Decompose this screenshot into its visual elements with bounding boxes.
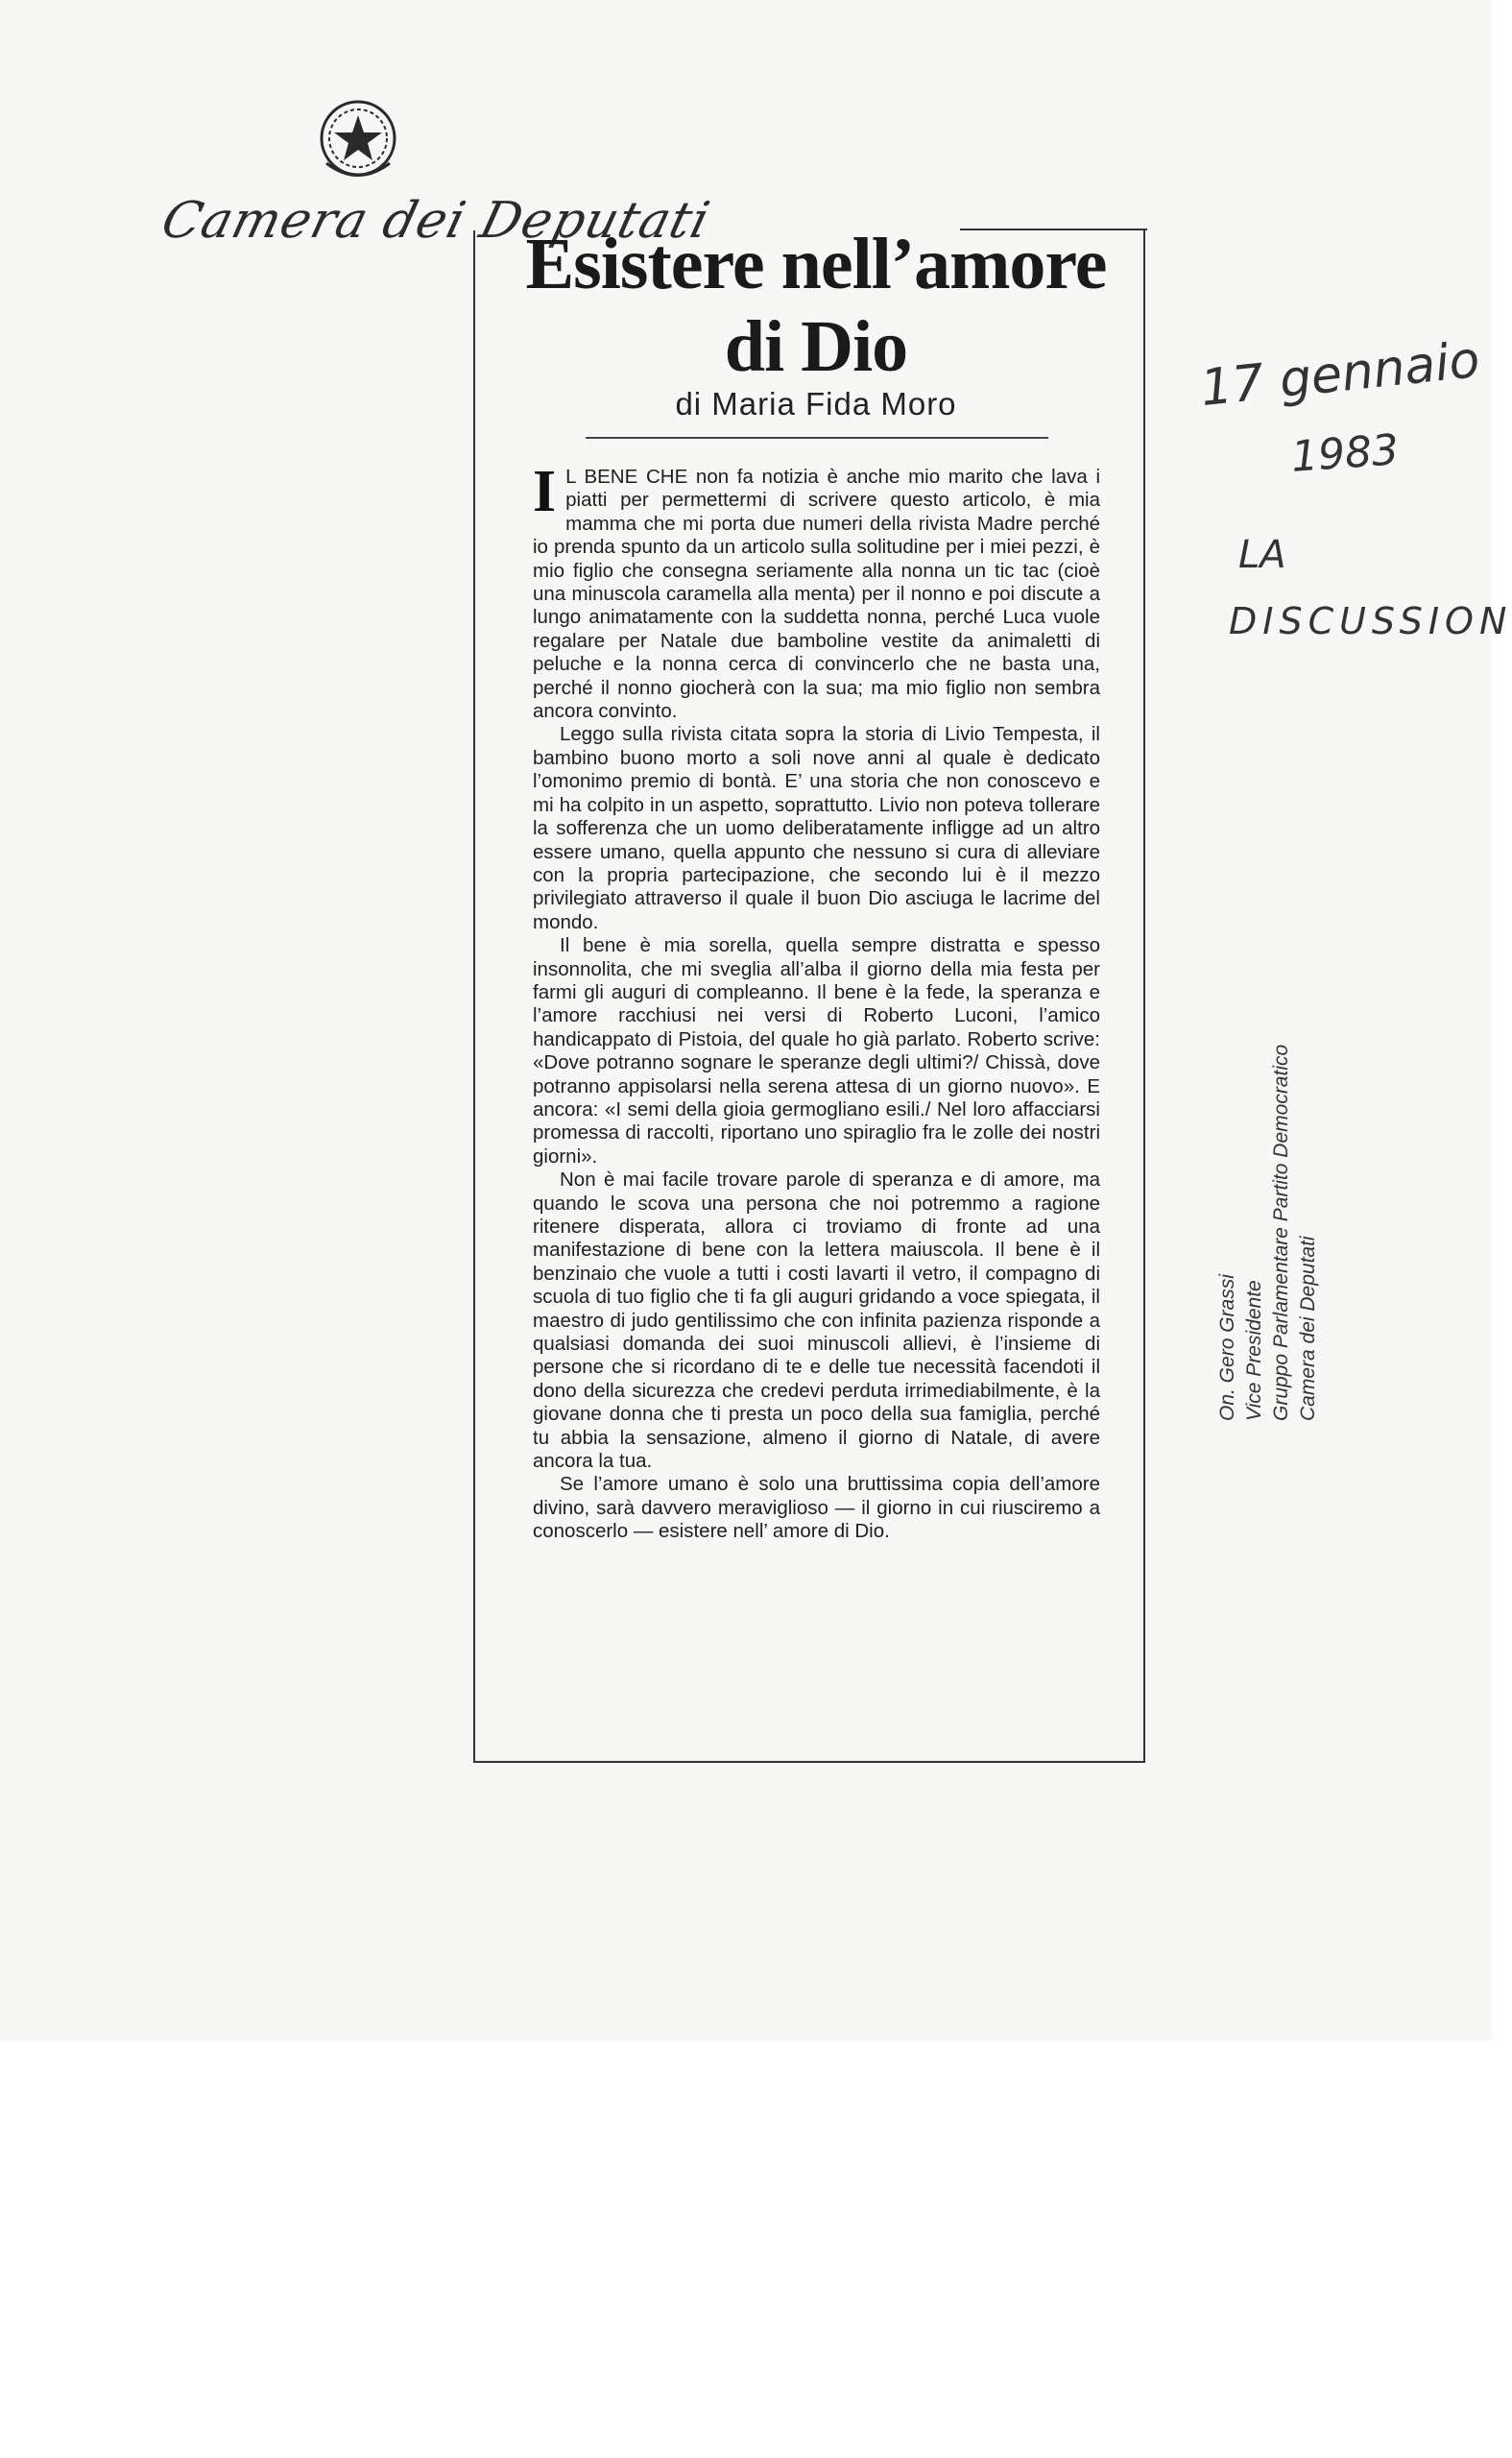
stamp-group: Gruppo Parlamentare Partito Democratico [1270,1044,1292,1421]
article-paragraph: Il bene è mia sorella, quella sempre distratta e spesso insonnolita, che mi sveglia all’alba il giorno della mia festa per farmi gli auguri di compleanno. Il bene è la fede, la speranza e l’amore racchiusi nei versi di Roberto Luconi, l’amico handicappato di Pistoia, del quale ho già parlato. Roberto scrive: «Dove potranno sognare le speranze degli ultimi?/ Chissà, dove potranno appisolarsi nella serena attesa di un giorno nuovo». E ancora: «I semi della gioia germogliano esili./ Nel loro affacciarsi promessa di raccolti, riportano uno spiraglio fra le zolle dei nostri giorni». [533,934,1100,1168]
article-paragraph: Se l’amore umano è solo una bruttissima copia dell’amore divino, sarà davvero meraviglioso — il giorno in cui riusciremo a conoscerlo — esistere nell’ amore di Dio. [533,1473,1100,1543]
handwritten-publication-1: LA [1238,533,1286,577]
byline-divider [586,437,1048,439]
handwritten-date-year: 1983 [1289,425,1401,482]
article-paragraph: Leggo sulla rivista citata sopra la storia di Livio Tempesta, il bambino buono morto a soli nove anni al quale è dedicato l’omonimo premio di bontà. E’ una storia che non conoscevo e mi ha colpito in un aspetto, soprattutto. Livio non poteva tollerare la sofferenza che un uomo deliberatamente infligge ad un altro essere umano, quella appunto che nessuno si cura di alleviare con la propria partecipazione, che secondo lui è il mezzo privilegiato attraverso il quale il buon Dio asciuga le lacrime del mondo. [533,723,1100,933]
institution-name: Camera dei Deputati [156,192,716,250]
handwritten-date-day: 17 gennaio [1197,330,1483,419]
handwritten-publication-2: DISCUSSION [1229,600,1512,642]
article-paragraph: I L BENE CHE non fa notizia è anche mio marito che lava i piatti per permettermi di scrivere questo articolo, è mia mamma che mi porta due numeri della rivista Madre perché io prenda spunto da un articolo sulla solitudine per i miei pezzi, è mio figlio che consegna seriamente alla nonna un tic tac (cioè una minuscola caramella alla menta) per il nonno e poi discute a lungo animatamente con la suddetta nonna, perché Luca vuole regalare per Natale due bamboline vestite da animaletti di peluche e la nonna cerca di convincerlo che ne basta una, perché il nonno giocherà con la sua; ma mio figlio non sembra ancora convinto. [533,459,1100,723]
article-byline: di Maria Fida Moro [675,386,957,422]
italian-republic-emblem-icon [317,96,399,182]
drop-cap: I [533,459,557,524]
stamp-name: On. Gero Grassi [1216,1274,1238,1421]
stamp-role: Vice Presidente [1243,1280,1265,1421]
article-body [533,459,1100,1544]
office-stamp [1214,1045,1322,1421]
article-paragraph: Non è mai facile trovare parole di speranza e di amore, ma quando le scova una persona che noi potremmo a ragione ritenere disperata, allora ci troviamo di fronte ad una manifestazione di bene con la lettera maiuscola. Il bene è il benzinaio che vuole a tutti i costi lavarti il vetro, il compagno di scuola di tuo figlio che ti fa gli auguri gridando a voce spiegata, il maestro di judo gentilissimo che con infinita pazienza risponde a qualsiasi domanda dei suoi minuscoli allievi, è l’insieme di persone che si ricordano di te e delle tue necessità facendoti il dono della sicurezza che credevi perduta irrimediabilmente, è la giovane donna che ti presta un poco della sua famiglia, perché tu abbia la sensazione, almeno il giorno di Natale, di avere ancora la tua. [533,1169,1100,1473]
article-title: Esistere nell’amore di Dio [525,224,1107,387]
stamp-chamber: Camera dei Deputati [1297,1236,1319,1421]
